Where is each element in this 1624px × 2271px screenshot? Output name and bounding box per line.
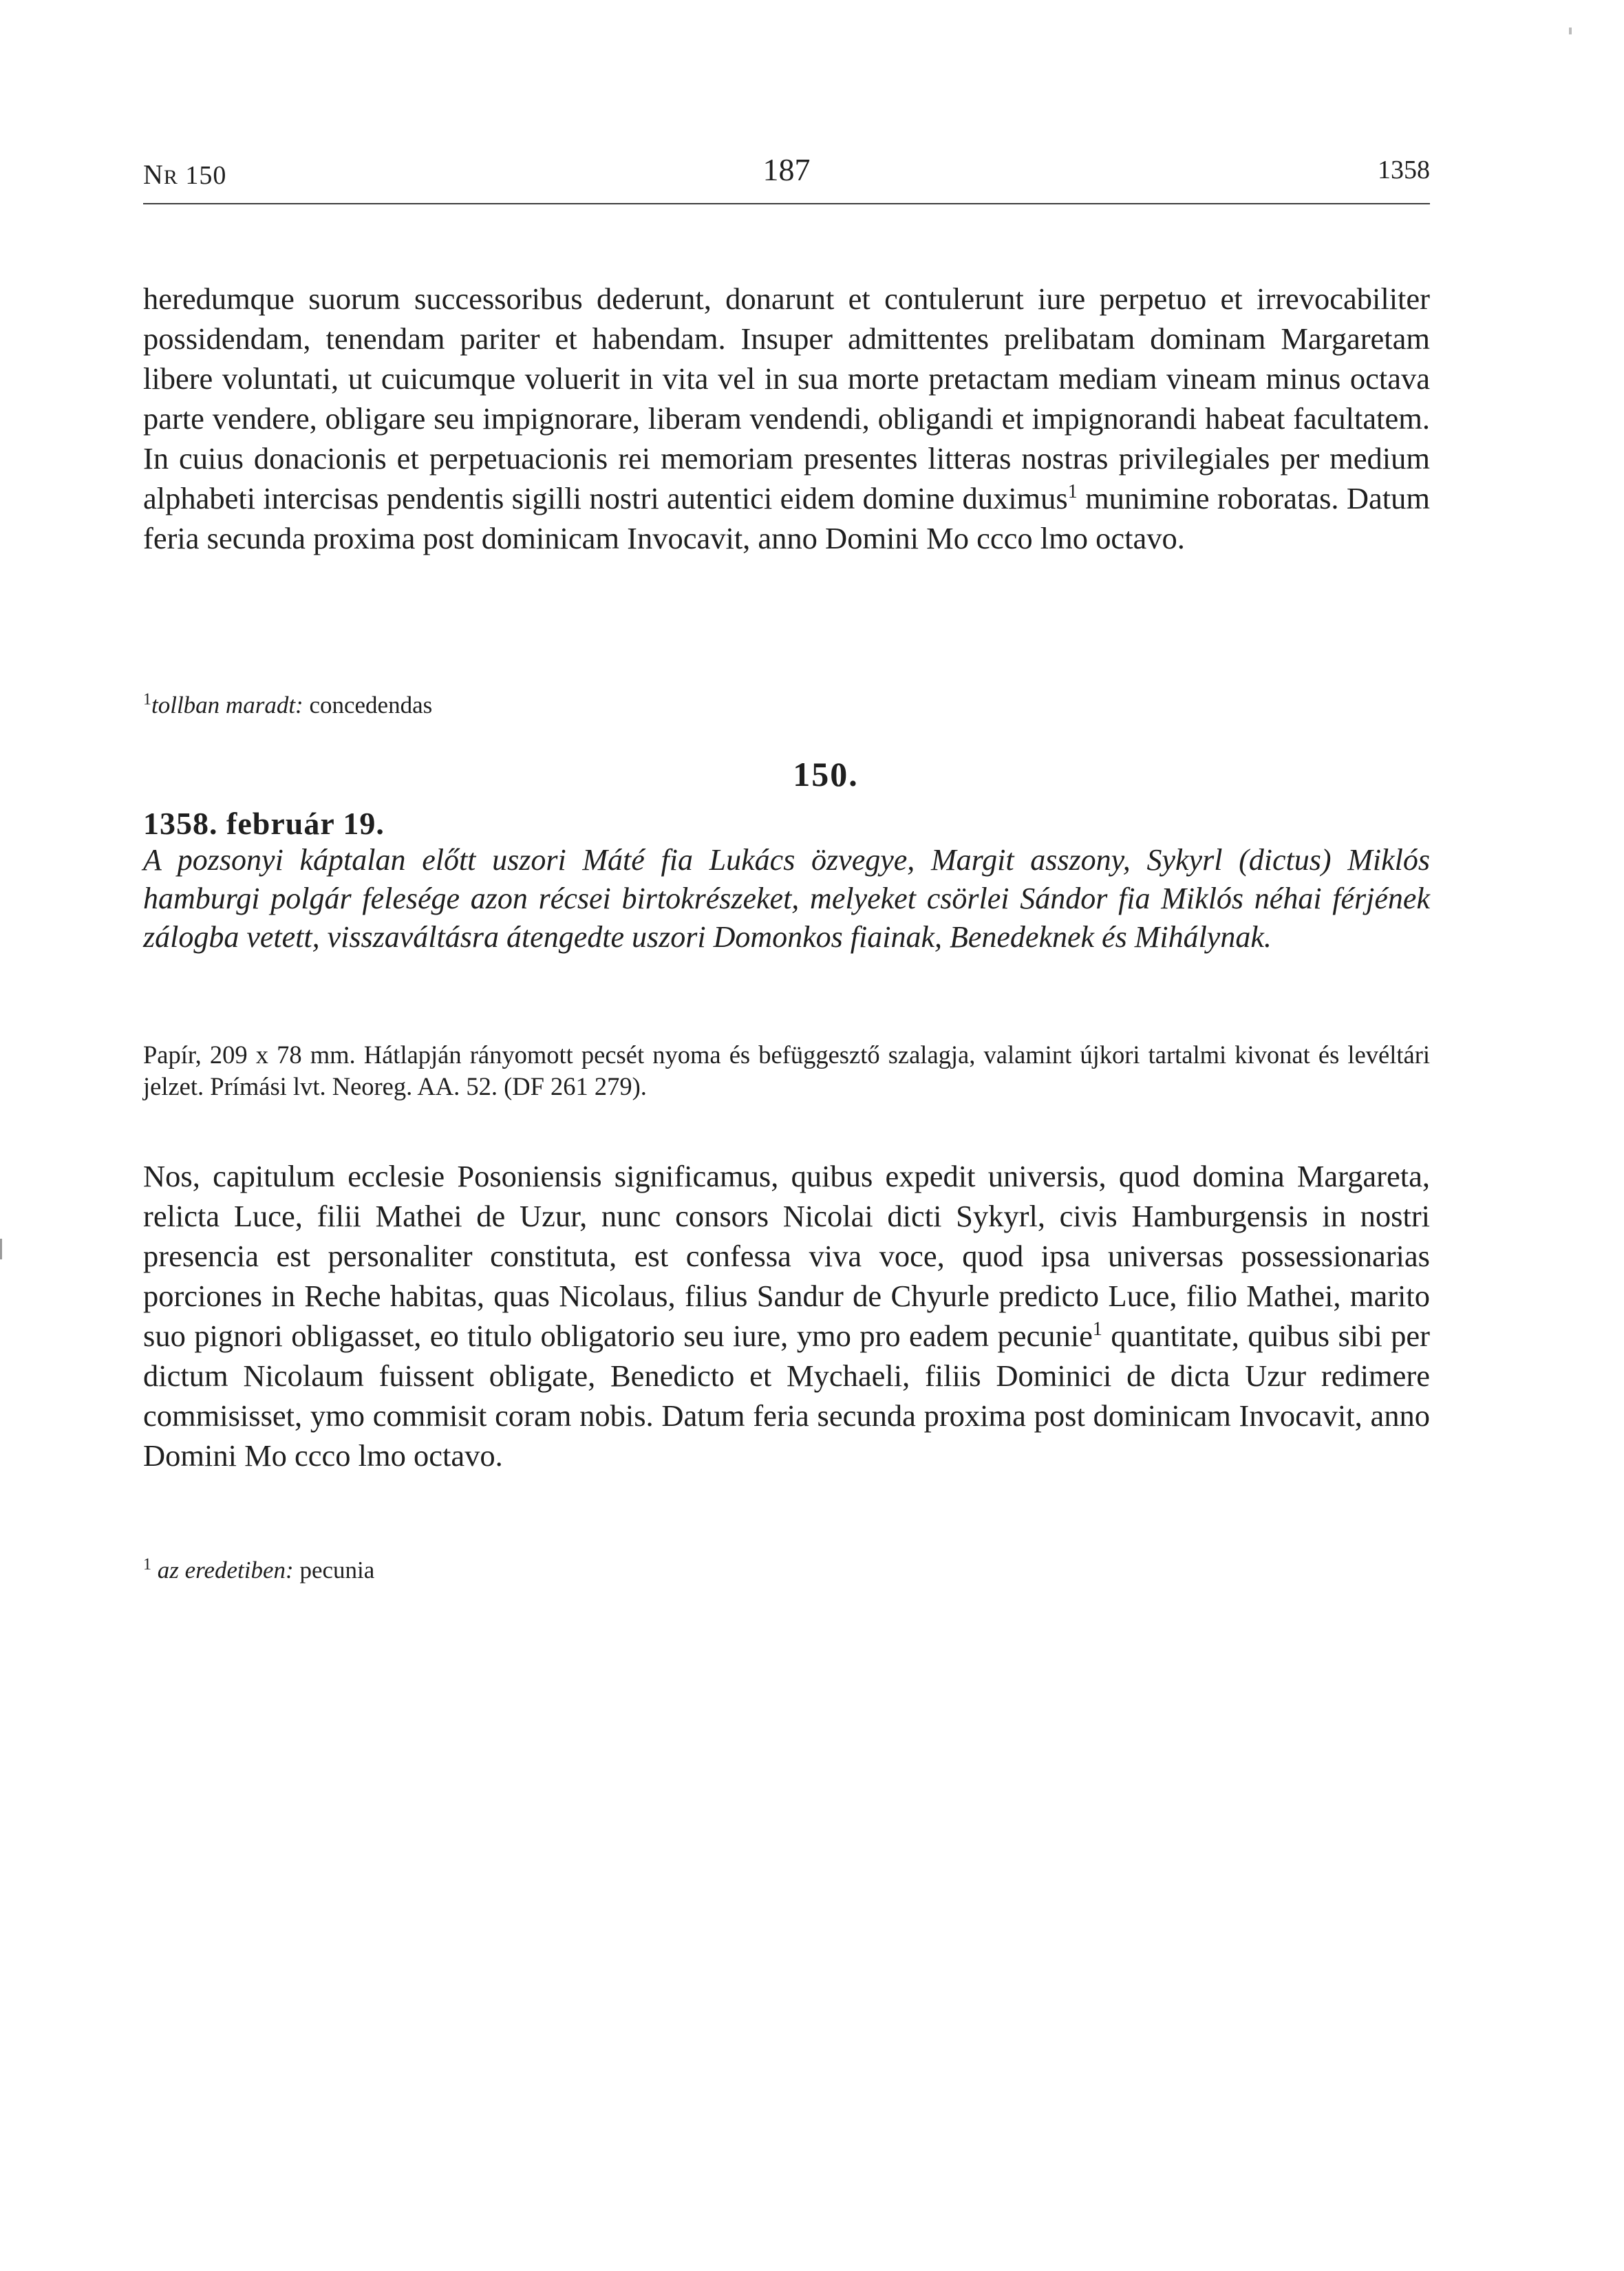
footnote-mark: 1 [143,1555,151,1574]
scan-artifact [0,1239,2,1259]
charter-text-start: Nos, capitulum ecclesie Posoniensis significamus, quibus expedit universis, quod domina Margareta, relicta Luce, filii Mathei de Uzur, nunc consors Nicolai dicti Sykyrl, civis Hamburgensis in nostri presencia est personaliter constituta, est confessa viva voce, quod ipsa universas possessionarias porciones in Reche habitas, quas Nicolaus, filius Sandur de Chyurle predicto Luce, filio Mathei, marito suo pignori obligasset, eo titulo obligatorio seu iure, ymo pro eadem pecunie [143,1159,1430,1353]
page-number: 187 [762,152,811,187]
header-year: 1358 [1378,156,1430,184]
footnote-text: pecunia [293,1557,375,1584]
regest-summary: A pozsonyi káptalan előtt uszori Máté fia Lukács özvegye, Margit asszony, Sykyrl (dictus) Miklós hamburgi polgár felesége azon récsei birtokrészeket, melyeket csörlei Sándor fia Miklós néhai férjének zálogba vetett, visszaváltásra átengedte uszori Domonkos fiainak, Benedeknek és Mihálynak. [143,843,1430,954]
footnote [143,1555,374,1586]
footnote-mark: 1 [143,690,151,709]
header-number: 150 [185,161,227,190]
apparatus-description: Papír, 209 x 78 mm. Hátlapján rányomott pecsét nyoma és befüggesztő szalagja, valamint újkori tartalmi kivonat és levéltári jelzet. Prímási lvt. Neoreg. AA. 52. (DF 261 279). [143,1041,1430,1100]
header-prefix: N [143,159,164,190]
continuation-text: heredumque suorum successoribus dederunt, donarunt et contulerunt iure perpetuo et irrevocabiliter possidendam, tenendam pariter et habendam. Insuper admittentes prelibatam dominam Margaretam libere voluntati, ut cuicumque voluerit in vita vel in sua morte pretactam mediam vineam minus octava parte vendere, obligare seu impignorare, liberam vendendi, obligandi et impignorandi habeat facultatem. In cuius donacionis et perpetuacionis rei memoriam presentes litteras nostras privilegiales per medium alphabeti intercisas pendentis sigilli nostri autentici eidem domine duximus [143,281,1430,515]
document-number: 150. [793,755,859,793]
footnote [143,690,432,721]
document-date: 1358. február 19. [143,806,385,841]
footnote-reference: 1 [1092,1319,1102,1341]
footnote-label: az eredetiben: [157,1557,294,1584]
continuation-text-end: munimine roboratas. Datum feria secunda proxima post dominicam Invocavit, anno Domini Mo ccco lmo octavo. [143,481,1430,555]
running-header [143,148,1430,204]
footnote-reference: 1 [1067,481,1078,503]
charter-text [143,1156,1430,1475]
charter-text-end: quantitate, quibus sibi per dictum Nicolaum fuissent obligate, Benedicto et Mychaeli, filiis Dominici de dicta Uzur redimere commisisset, ymo commisit coram nobis. Datum feria secunda proxima post dominicam Invocavit, anno Domini Mo ccco lmo octavo. [143,1319,1430,1473]
scan-artifact [1569,28,1572,34]
footnote-label: tollban maradt: [151,692,303,718]
footnote-text: concedendas [303,692,433,718]
header-prefix-small: R [163,166,178,189]
continuation-paragraph [143,279,1430,558]
